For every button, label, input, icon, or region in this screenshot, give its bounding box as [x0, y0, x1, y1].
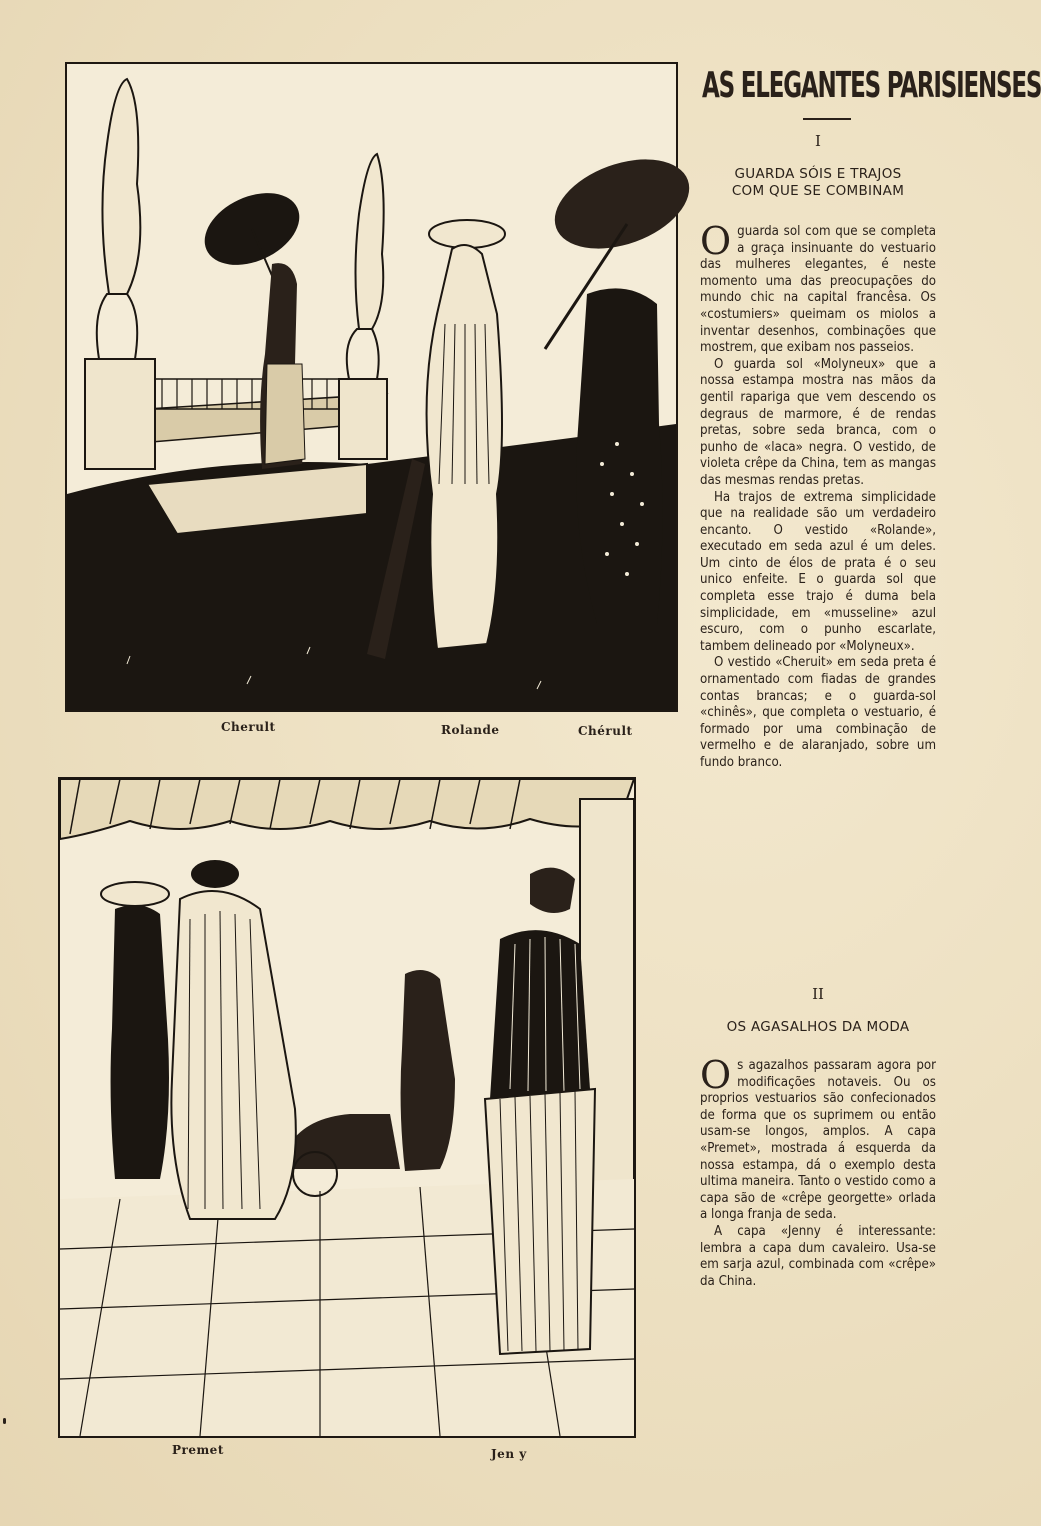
section-1-heading [700, 166, 936, 200]
drop-cap: O [700, 1053, 732, 1097]
title-rule [803, 118, 851, 120]
caption-rolande: Rolande [441, 723, 500, 737]
section-1-heading-line1: GUARDA SÓIS E TRAJOS [734, 166, 902, 182]
section-2-body [700, 1053, 936, 1290]
section-1-paragraph: O guarda sol «Molyneux» que a nossa estampa mostra nas mãos da gentil rapariga que vem descendo os degraus de marmore, é de rendas pretas, sobre seda branca, com o punho de «laca» negra. O vestido, de violeta crêpe da China, tem as mangas das mesmas rendas pretas. [700, 356, 936, 488]
section-1-heading-line2: COM QUE SE COMBINAM [731, 183, 905, 199]
section-2-numeral: II [812, 985, 824, 1003]
caption-jenny: Jen y [491, 1447, 527, 1461]
section-2-paragraph: A capa «Jenny é interessante: lembra a capa dum cavaleiro. Usa-se em sarja azul, combinada com «crêpe» da China. [700, 1223, 936, 1289]
section-1-numeral: I [815, 132, 821, 150]
page-title: AS ELEGANTES PARISIENSES [702, 66, 1041, 107]
caption-cherult-2: Chérult [578, 724, 633, 738]
section-2-paragraph: Os agazalhos passaram agora por modificações notaveis. Ou os proprios vestuarios são confecionados de forma que os suprimem ou então usam-se longos, amplos. A capa «Premet», mostrada á esquerda da nossa estampa, dá o exemplo desta ultima maneira. Tanto o vestido como a capa são de «crêpe georgette» orlada a longa franja de seda. [700, 1053, 936, 1223]
illustration-capes-automobile [60, 779, 634, 1436]
section-1-paragraph: Ha trajos de extrema simplicidade que na realidade são um verdadeiro encanto. O vestido «Rolande», executado em seda azul é um deles. Um cinto de élos de prata é o seu unico enfeite. E o guarda sol que completa esse trajo é duma bela simplicidade, em «musseline» azul escuro, com o punho escarlate, tambem delineado por «Molyneux». [700, 489, 936, 654]
drop-cap: O [700, 219, 732, 263]
section-1-paragraph: O vestido «Cheruit» em seda preta é ornamentado com fiadas de grandes contas brancas; e o guarda-sol «chinês», que completa o vestuario, é formado por uma combinação de vermelho e de alaranjado, sobre um fundo branco. [700, 655, 936, 770]
margin-mark [3, 1418, 6, 1424]
fashion-plate-bottom [58, 777, 636, 1438]
fashion-plate-top [65, 62, 678, 712]
caption-premet: Premet [172, 1443, 224, 1457]
illustration-terrace-parasols [67, 64, 676, 710]
section-2-heading: OS AGASALHOS DA MODA [726, 1019, 910, 1035]
section-1-paragraph: Oguarda sol com que se completa a graça insinuante do vestuario das mulheres elegantes, é neste momento uma das preocupações do mundo chic na capital francêsa. Os «costumiers» queimam os miolos a inventar desenhos, combinações que mostrem, que exibam nos passeios. [700, 219, 936, 356]
section-1-body [700, 219, 936, 772]
caption-cherult: Cherult [221, 720, 276, 734]
